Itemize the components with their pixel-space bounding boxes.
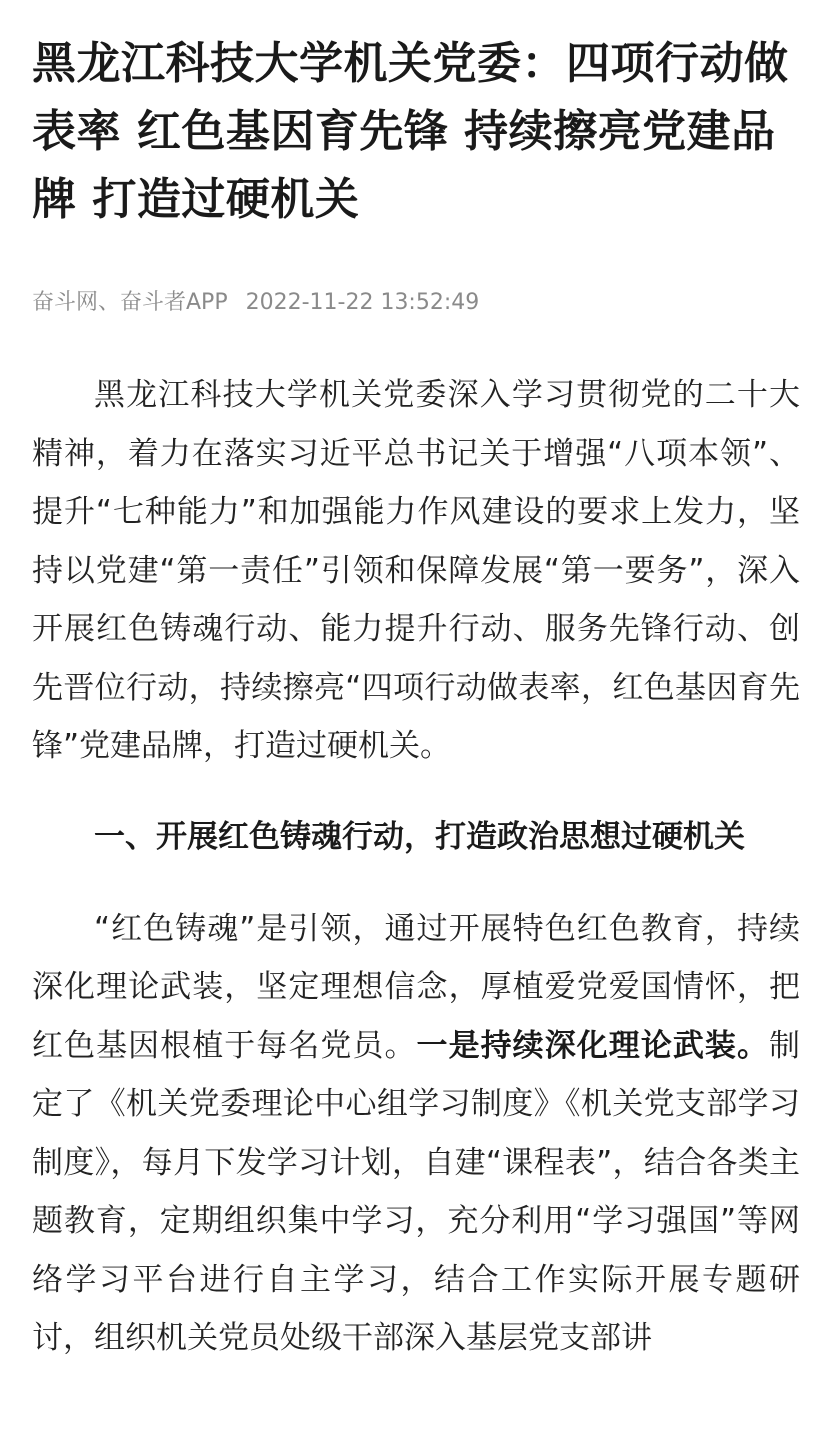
article-paragraph-1: 黑龙江科技大学机关党委深入学习贯彻党的二十大精神，着力在落实习近平总书记关于增强“八项本领”、提升“七种能力”和加强能力作风建设的要求上发力，坚持以党建“第一责任”引领和保障发展“第一要务”，深入开展红色铸魂行动、能力提升行动、服务先锋行动、创先晋位行动，持续擦亮“四项行动做表率，红色基因育先锋”党建品牌，打造过硬机关。	[32, 377, 800, 764]
paragraph-2-bold-lead: 一是持续深化理论武装。	[416, 1027, 770, 1064]
article-paragraph-2	[32, 900, 800, 1368]
article-source: 奋斗网、奋斗者APP	[32, 290, 228, 315]
article-title: 黑龙江科技大学机关党委：四项行动做表率 红色基因育先锋 持续擦亮党建品牌 打造过硬机关	[32, 38, 789, 225]
article-datetime: 2022-11-22 13:52:49	[245, 290, 480, 315]
article	[32, 30, 800, 1368]
paragraph-2-intro: “红色铸魂”是引领，通过开展特色红色教育，持续深化理论武装，坚定理想信念，厚植爱党爱国情怀，把红色基因根植于每名党员。	[32, 910, 800, 1064]
paragraph-2-body: 制定了《机关党委理论中心组学习制度》《机关党支部学习制度》，每月下发学习计划，自建“课程表”，结合各类主题教育，定期组织集中学习，充分利用“学习强国”等网络学习平台进行自主学习，结合工作实际开展专题研讨，组织机关党员处级干部深入基层党支部讲	[32, 1027, 801, 1356]
article-meta	[32, 288, 800, 318]
section-heading-1: 一、开展红色铸魂行动，打造政治思想过硬机关	[94, 818, 745, 855]
